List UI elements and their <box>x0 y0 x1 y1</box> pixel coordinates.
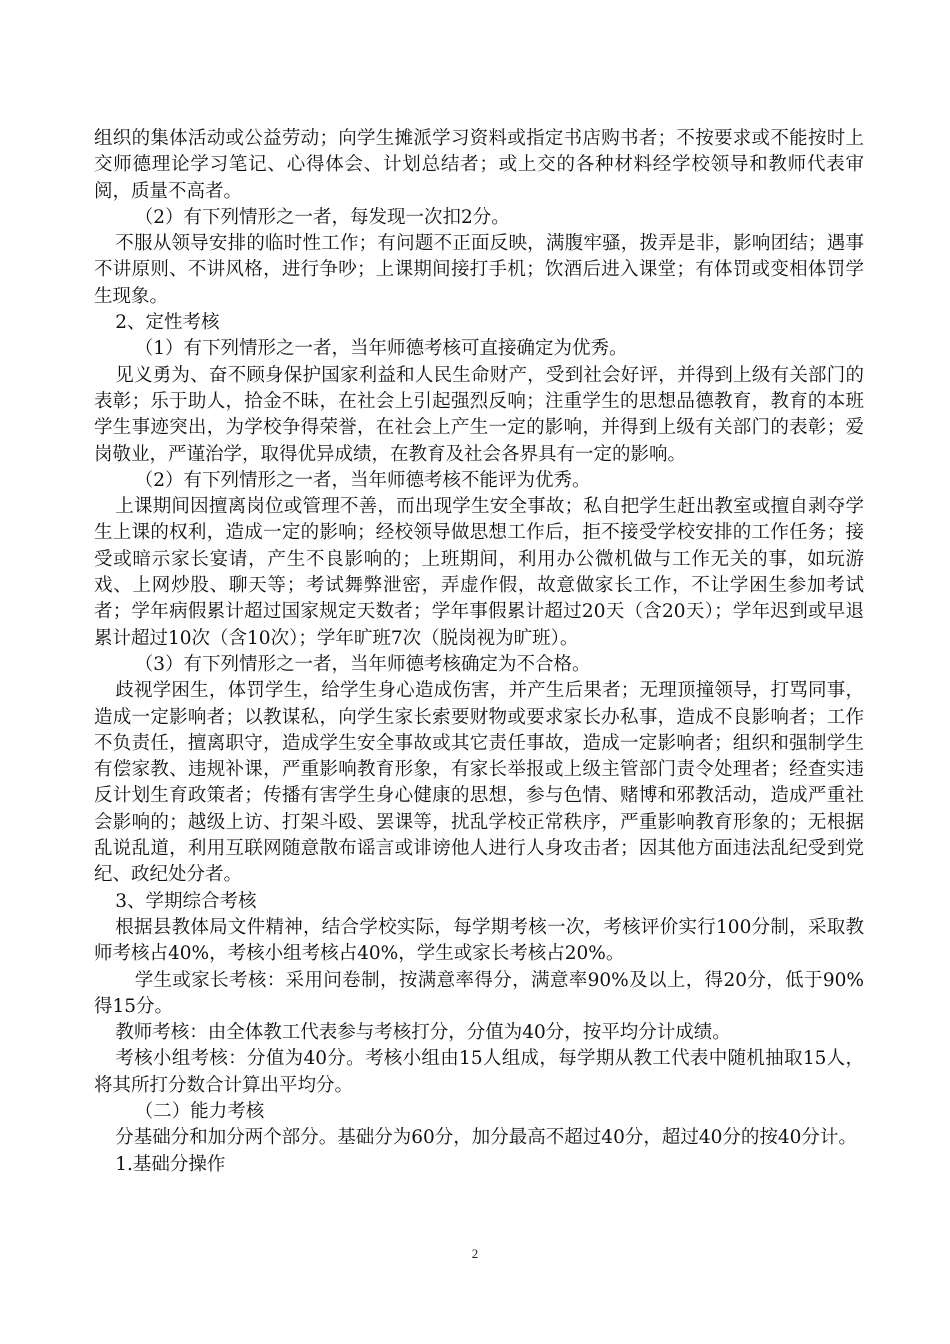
paragraph: 2、定性考核 <box>115 312 220 334</box>
document-body <box>94 126 864 1178</box>
paragraph: 考核小组考核：分值为40分。考核小组由15人组成，每学期从教工代表中随机抽取15人，将其所打分数合计算出平均分。 <box>94 1048 864 1096</box>
paragraph: 1.基础分操作 <box>115 1153 226 1175</box>
paragraph: （2）有下列情形之一者，当年师德考核不能评为优秀。 <box>134 469 591 491</box>
paragraph: （1）有下列情形之一者，当年师德考核可直接确定为优秀。 <box>134 338 628 360</box>
page-number: 2 <box>471 1246 479 1261</box>
paragraph: （二）能力考核 <box>134 1100 265 1122</box>
paragraph: 上课期间因擅离岗位或管理不善，而出现学生安全事故；私自把学生赶出教室或擅自剥夺学生上课的权利，造成一定的影响；经校领导做思想工作后，拒不接受学校安排的工作任务；接受或暗示家长宴请，产生不良影响的；上班期间，利用办公微机做与工作无关的事，如玩游戏、上网炒股、聊天等；考试舞弊泄密，弄虚作假，故意做家长工作，不让学困生参加考试者；学年病假累计超过国家规定天数者；学年事假累计超过20天（含20天）；学年迟到或早退累计超过10次（含10次）；学年旷班7次（脱岗视为旷班）。 <box>94 496 864 649</box>
paragraph: （3）有下列情形之一者，当年师德考核确定为不合格。 <box>134 653 591 675</box>
paragraph: 歧视学困生，体罚学生，给学生身心造成伤害，并产生后果者；无理顶撞领导，打骂同事，造成一定影响者；以教谋私，向学生家长索要财物或要求家长办私事，造成不良影响者；工作不负责任，擅离职守，造成学生安全事故或其它责任事故，造成一定影响者；组织和强制学生有偿家教、违规补课，严重影响教育形象，有家长举报或上级主管部门责令处理者；经查实违反计划生育政策者；传播有害学生身心健康的思想，参与色情、赌博和邪教活动，造成严重社会影响的；越级上访、打架斗殴、罢课等，扰乱学校正常秩序，严重影响教育形象的；无根据乱说乱道，利用互联网随意散布谣言或诽谤他人进行人身攻击者；因其他方面违法乱纪受到党纪、政纪处分者。 <box>94 680 864 886</box>
paragraph: 不服从领导安排的临时性工作；有问题不正面反映，满腹牢骚，拨弄是非，影响团结；遇事不讲原则、不讲风格，进行争吵；上课期间接打手机；饮酒后进入课堂；有体罚或变相体罚学生现象。 <box>94 233 864 307</box>
paragraph: 根据县教体局文件精神，结合学校实际，每学期考核一次，考核评价实行100分制，采取教师考核占40%，考核小组考核占40%，学生或家长考核占20%。 <box>94 916 864 965</box>
paragraph: 学生或家长考核：采用问卷制，按满意率得分，满意率90%及以上，得20分，低于90%得15分。 <box>94 969 864 1017</box>
paragraph: 教师考核：由全体教工代表参与考核打分，分值为40分，按平均分计成绩。 <box>115 1022 731 1044</box>
paragraph: （2）有下列情形之一者，每发现一次扣2分。 <box>134 206 510 228</box>
paragraph: 3、学期综合考核 <box>115 890 257 912</box>
paragraph: 组织的集体活动或公益劳动；向学生摊派学习资料或指定书店购书者；不按要求或不能按时上交师德理论学习笔记、心得体会、计划总结者；或上交的各种材料经学校领导和教师代表审阅，质量不高者。 <box>94 128 864 202</box>
paragraph: 见义勇为、奋不顾身保护国家利益和人民生命财产，受到社会好评，并得到上级有关部门的表彰；乐于助人，拾金不昧，在社会上引起强烈反响；注重学生的思想品德教育，教育的本班学生事迹突出，为学校争得荣誉，在社会上产生一定的影响，并得到上级有关部门的表彰；爱岗敬业，严谨治学，取得优异成绩，在教育及社会各界具有一定的影响。 <box>94 364 864 465</box>
paragraph: 分基础分和加分两个部分。基础分为60分，加分最高不超过40分，超过40分的按40分计。 <box>115 1127 857 1149</box>
